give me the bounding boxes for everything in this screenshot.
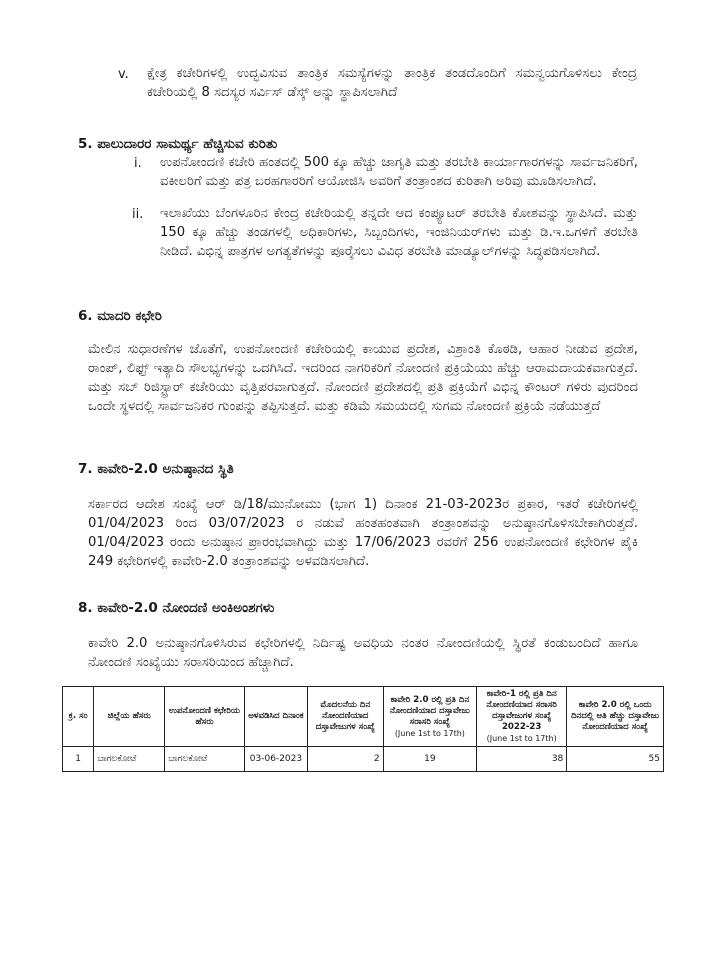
- section-8-text: ಕಾವೇರಿ 2.0 ಅನುಷ್ಠಾನಗೊಳಿಸಿರುವ ಕಛೇರಿಗಳಲ್ಲಿ ನಿರ್ದಿಷ್ಟ ಅವಧಿಯ ನಂತರ ನೋಂದಣಿಯಲ್ಲಿ ಸ್ಥಿರತೆ ಕಂಡುಬಂದಿದೆ ಹಾಗೂ ನೋಂದಣಿ ಸಂಖ್ಯೆಯು ಸರಾಸರಿಯಿಂದ ಹೆಚ್ಚಾಗಿದೆ.: [88, 636, 638, 670]
- registration-stats-table: [62, 686, 664, 772]
- table-header-row: [63, 687, 664, 747]
- section-8-heading: 8. ಕಾವೇರಿ-2.0 ನೋಂದಣಿ ಅಂಕಿಅಂಶಗಳು: [78, 600, 275, 616]
- section-5-item-i: ಉಪನೋಂದಣಿ ಕಚೇರಿ ಹಂತದಲ್ಲಿ 500 ಕ್ಕೂ ಹೆಚ್ಚು ಜಾಗೃತಿ ಮತ್ತು ತರಬೇತಿ ಕಾರ್ಯಾಗಾರಗಳನ್ನು ಸಾರ್ವಜನಿಕರಿಗೆ, ವಕೀಲರಿಗೆ ಮತ್ತು ಪತ್ರ ಬರಹಗಾರರಿಗೆ ಆಯೋಜಿಸಿ ಅವರಿಗೆ ತಂತ್ರಾಂಶದ ಕುರಿತಾಗಿ ಅರಿವು ಮೂಡಿಸಲಾಗಿದೆ.: [160, 155, 638, 189]
- header-avg-kaveri1-note: (June 1st to 17th): [486, 734, 557, 743]
- cell-first-day: 2: [308, 747, 384, 772]
- header-first-day: ಮೊದಲನೆಯ ದಿನ ನೋಂದಣಿಯಾದ ದಸ್ತಾವೇಜುಗಳ ಸಂಖ್ಯೆ: [308, 687, 384, 747]
- section-7-heading: 7. ಕಾವೇರಿ-2.0 ಅನುಷ್ಠಾನದ ಸ್ಥಿತಿ: [78, 461, 234, 477]
- header-avg-kaveri1: [477, 687, 567, 747]
- header-max-day: ಕಾವೇರಿ 2.0 ರಲ್ಲಿ ಒಂದು ದಿನದಲ್ಲಿ ಅತಿ ಹೆಚ್ಚು ದಸ್ತಾವೇಜು ನೋಂದಣಿಯಾದ ಸಂಖ್ಯೆ: [567, 687, 664, 747]
- cell-office: ಬಾಗಲಕೋಟೆ: [165, 747, 245, 772]
- cell-avg-kaveri1: 38: [477, 747, 567, 772]
- item-number: v.: [118, 67, 129, 82]
- header-avg-kaveri1-label: ಕಾವೇರಿ-1 ರಲ್ಲಿ ಪ್ರತಿ ದಿನ ನೋಂದಣಿಯಾದ ಸರಾಸರಿ ದಸ್ತಾವೇಜುಗಳ ಸಂಖ್ಯೆ 2022-23: [486, 689, 557, 732]
- section-5-item-ii: ಇಲಾಖೆಯು ಬೆಂಗಳೂರಿನ ಕೇಂದ್ರ ಕಚೇರಿಯಲ್ಲಿ ತನ್ನದೇ ಆದ ಕಂಪ್ಯೂಟರ್ ತರಬೇತಿ ಕೋಶವನ್ನು ಸ್ಥಾಪಿಸಿದೆ. ಮತ್ತು 150 ಕ್ಕೂ ಹೆಚ್ಚು ತಂಡಗಳಲ್ಲಿ ಅಧಿಕಾರಿಗಳು, ಸಿಬ್ಬಂದಿಗಳು, ಇಂಜಿನಿಯರ್‌ಗಳು ಮತ್ತು ಡಿ.ಇ.ಒಗಳಿಗೆ ತರಬೇತಿ ನೀಡಿದೆ. ವಿಭಿನ್ನ ಪಾತ್ರಗಳ ಅಗತ್ಯತೆಗಳನ್ನು ಪೂರೈಸಲು ವಿವಿಧ ತರಬೇತಿ ಮಾಡ್ಯೂಲ್‌ಗಳನ್ನು ಸಿದ್ಧಪಡಿಸಲಾಗಿದೆ.: [160, 206, 638, 259]
- section-6-heading: 6. ಮಾದರಿ ಕಛೇರಿ: [78, 308, 162, 324]
- header-office: ಉಪನೋಂದಣಿ ಕಛೇರಿಯ ಹೆಸರು: [165, 687, 245, 747]
- cell-sl: 1: [63, 747, 94, 772]
- section-v-text: ಕ್ಷೇತ್ರ ಕಚೇರಿಗಳಲ್ಲಿ ಉದ್ಭವಿಸುವ ತಾಂತ್ರಿಕ ಸಮಸ್ಯೆಗಳನ್ನು ತಾಂತ್ರಿಕ ತಂಡದೊಂದಿಗೆ ಸಮನ್ವಯಗೊಳಿಸಲು ಕೇಂದ್ರ ಕಚೇರಿಯಲ್ಲಿ 8 ಸದಸ್ಯರ ಸರ್ವಿಸ್ ಡೆಸ್ಕ್ ಅನ್ನು ಸ್ಥಾಪಿಸಲಾಗಿದೆ: [147, 66, 637, 100]
- item-number: ii.: [132, 207, 144, 222]
- table-row: [63, 747, 664, 772]
- item-number: i.: [134, 156, 142, 171]
- section-6-text: ಮೇಲಿನ ಸುಧಾರಣೆಗಳ ಜೊತೆಗೆ, ಉಪನೋಂದಣಿ ಕಚೇರಿಯಲ್ಲಿ ಕಾಯುವ ಪ್ರದೇಶ, ವಿಶ್ರಾಂತಿ ಕೊಠಡಿ, ಆಹಾರ ನೀಡುವ ಪ್ರದೇಶ, ರಾಂಪ್, ಲಿಫ್ಟ್ ಇತ್ಯಾದಿ ಸೌಲಭ್ಯಗಳನ್ನು ಒದಗಿಸಿದೆ. ಇದರಿಂದ ನಾಗರಿಕರಿಗೆ ನೋಂದಣಿ ಪ್ರಕ್ರಿಯೆಯು ಹೆಚ್ಚು ಆರಾಮದಾಯಕವಾಗುತ್ತದೆ. ಮತ್ತು ಸಬ್ ರಿಜಿಸ್ಟ್ರಾರ್ ಕಚೇರಿಯು ವೃತ್ತಿಪರವಾಗುತ್ತದೆ. ನೋಂದಣಿ ಪ್ರದೇಶದಲ್ಲಿ ಪ್ರತಿ ಪ್ರಕ್ರಿಯೆಗೆ ವಿಭಿನ್ನ ಕೌಂಟರ್ ಗಳಿರು ವುದರಿಂದ ಒಂದೇ ಸ್ಥಳದಲ್ಲಿ ಸಾರ್ವಜನಿಕರ ಗುಂಪನ್ನು ತಪ್ಪಿಸುತ್ತದೆ. ಮತ್ತು ಕಡಿಮೆ ಸಮಯದಲ್ಲಿ ಸುಗಮ ನೋಂದಣಿ ಪ್ರಕ್ರಿಯೆ ನಡೆಯುತ್ತದೆ: [88, 342, 638, 414]
- cell-max-day: 55: [567, 747, 664, 772]
- header-date: ಅಳವಡಿಸಿದ ದಿನಾಂಕ: [244, 687, 307, 747]
- section-7-text: ಸರ್ಕಾರದ ಆದೇಶ ಸಂಖ್ಯೆ ಆರ್ ಡಿ/18/ಮುನೋಮು (ಭಾಗ 1) ದಿನಾಂಕ 21-03-2023ರ ಪ್ರಕಾರ, ಇತರೆ ಕಚೇರಿಗಳಲ್ಲಿ 01/04/2023 ರಿಂದ 03/07/2023 ರ ನಡುವೆ ಹಂತಹಂತವಾಗಿ ತಂತ್ರಾಂಶವನ್ನು ಅನುಷ್ಠಾನಗೊಳಿಸಬೇಕಾಗಿರುತ್ತದೆ. 01/04/2023 ರಂದು ಅನುಷ್ಠಾನ ಪ್ರಾರಂಭವಾಗಿದ್ದು ಮತ್ತು 17/06/2023 ರವರೆಗೆ 256 ಉಪನೋಂದಣಿ ಕಛೇರಿಗಳ ಪೈಕಿ 249 ಕಛೇರಿಗಳಲ್ಲಿ ಕಾವೇರಿ-2.0 ತಂತ್ರಾಂಶವನ್ನು ಅಳವಡಿಸಲಾಗಿದೆ.: [88, 497, 638, 569]
- cell-district: ಬಾಗಲಕೋಟೆ: [94, 747, 165, 772]
- section-5-heading: 5. ಪಾಲುದಾರರ ಸಾಮರ್ಥ್ಯ ಹೆಚ್ಚಿಸುವ ಕುರಿತು: [78, 136, 278, 152]
- header-avg-kaveri2-label: ಕಾವೇರಿ 2.0 ರಲ್ಲಿ ಪ್ರತಿ ದಿನ ನೋಂದಣಿಯಾದ ದಸ್ತಾವೇಜು ಸರಾಸರಿ ಸಂಖ್ಯೆ: [389, 694, 470, 727]
- cell-avg-kaveri2: 19: [383, 747, 476, 772]
- header-district: ಜಿಲ್ಲೆಯ ಹೆಸರು: [94, 687, 165, 747]
- cell-date: 03-06-2023: [244, 747, 307, 772]
- header-sl: ಕ್ರ. ಸಂ: [63, 687, 94, 747]
- header-avg-kaveri2: [383, 687, 476, 747]
- header-avg-kaveri2-note: (June 1st to 17th): [394, 728, 465, 738]
